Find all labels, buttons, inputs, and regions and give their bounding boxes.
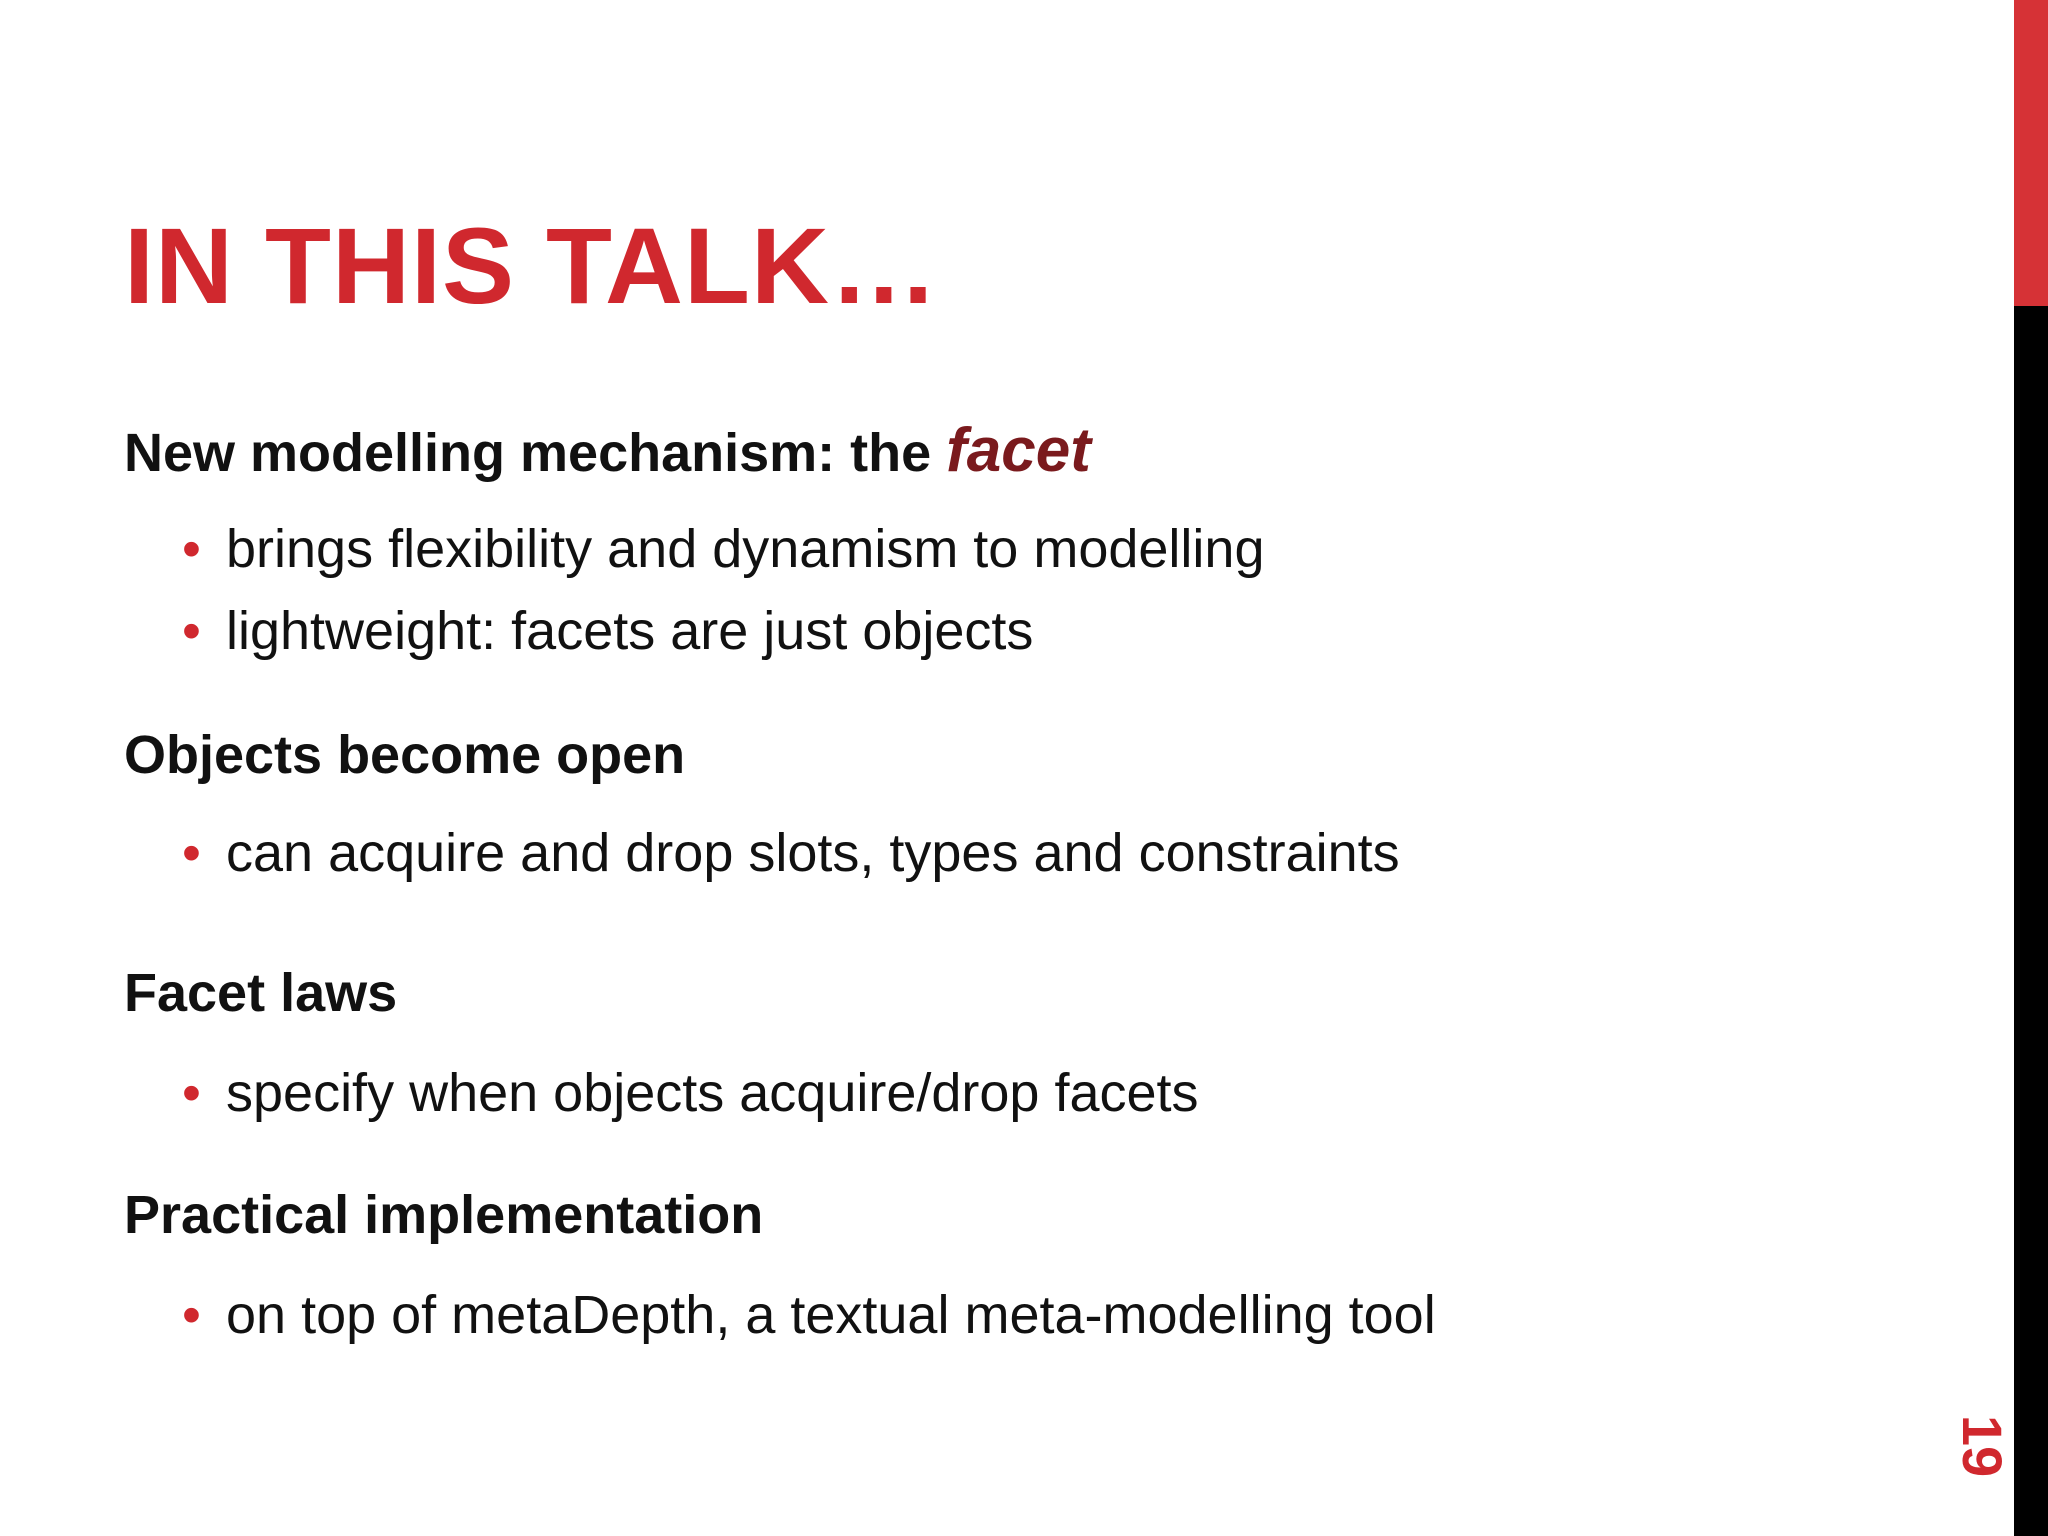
bullet-icon: • [182,1063,201,1123]
bullet-text: brings flexibility and dynamism to modelling [226,519,1265,579]
slide-title: IN THIS TALK… [124,205,939,326]
section-heading-text: New modelling mechanism: the [124,423,947,483]
section-heading-facet-laws: Facet laws [124,963,398,1023]
section-heading-objects-open: Objects become open [124,725,686,785]
bullet-icon: • [182,601,201,661]
accent-bar-black [2014,306,2048,1536]
list-item [182,823,1400,883]
bullet-text: specify when objects acquire/drop facets [226,1063,1199,1123]
bullet-text: on top of metaDepth, a textual meta-modelling tool [226,1285,1436,1345]
list-item [182,1285,1436,1345]
section-heading-implementation: Practical implementation [124,1185,764,1245]
page-number-text: 19 [1951,1414,2015,1478]
section-heading-emphasis: facet [946,416,1091,485]
bullet-icon: • [182,1285,201,1345]
section-heading-facet [124,416,1091,485]
list-item [182,519,1265,579]
list-item [182,601,1034,661]
bullet-text: can acquire and drop slots, types and constraints [226,823,1400,883]
bullet-text: lightweight: facets are just objects [226,601,1034,661]
list-item [182,1063,1199,1123]
accent-bar-red [2014,0,2048,306]
bullet-icon: • [182,519,201,579]
bullet-icon: • [182,823,201,883]
page-number [1951,1406,2015,1486]
